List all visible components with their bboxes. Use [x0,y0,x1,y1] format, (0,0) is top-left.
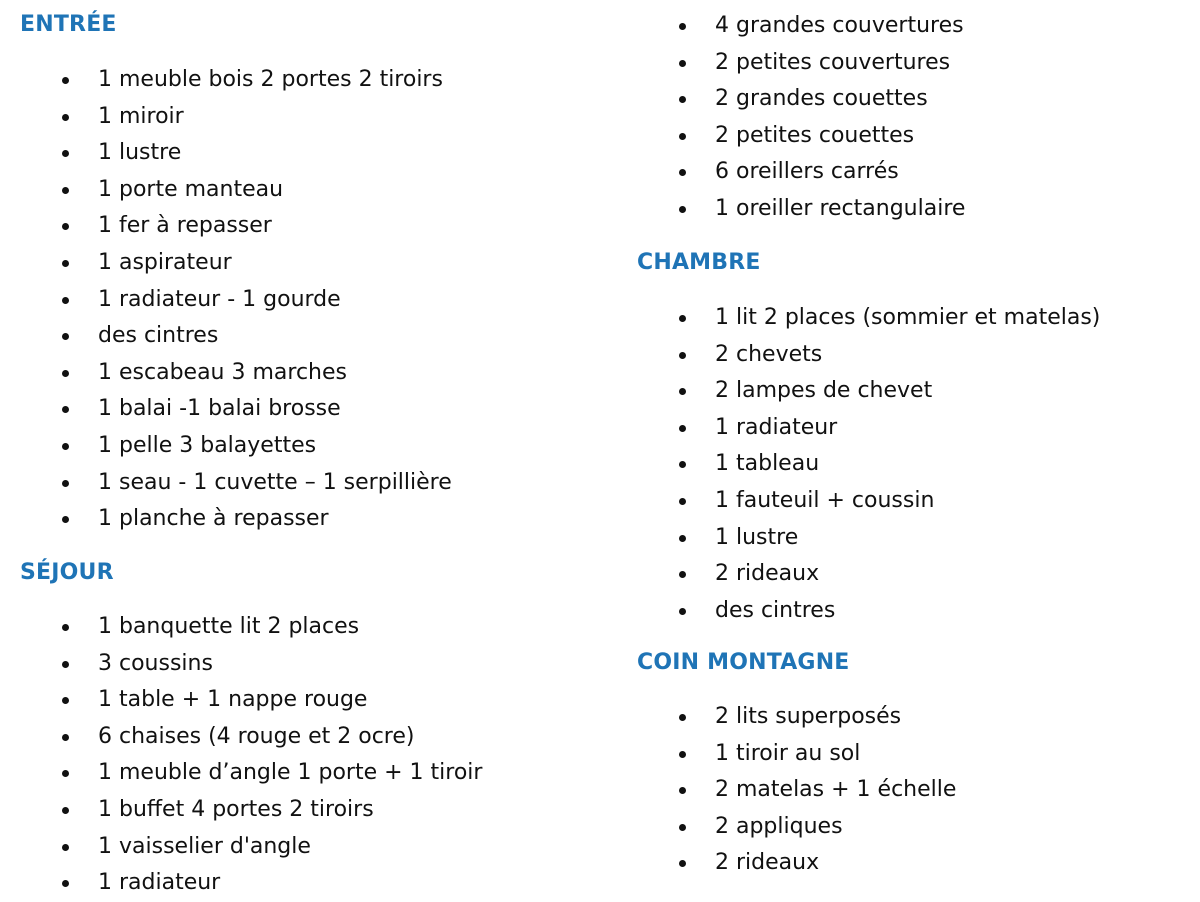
bullet-icon [679,824,686,831]
list-item-label: 1 vaisselier d'angle [98,833,311,859]
bullet-icon [62,150,69,157]
list-item-label: 1 seau - 1 cuvette – 1 serpillière [98,469,452,495]
list-item-label: 1 fer à repasser [98,213,272,239]
list-item-label: 1 banquette lit 2 places [98,614,360,639]
list-item-label: 2 matelas + 1 échelle [715,777,957,803]
list-item-label: 2 rideaux [715,850,820,876]
bullet-icon [679,571,686,578]
bullet-icon [62,624,69,631]
list-item-label: 2 appliques [715,813,843,839]
bullet-icon [62,516,69,523]
bullet-icon [62,370,69,377]
list-item-label: 6 oreillers carrés [715,159,899,185]
bullet-icon [679,60,686,67]
section-title-coin-montagne: COIN MONTAGNE [637,650,850,675]
list-item-label: 2 lits superposés [715,704,902,729]
bullet-icon [62,770,69,777]
list-item-label: 1 radiateur [98,870,221,896]
list-item-label: 1 table + 1 nappe rouge [98,687,368,713]
list-item-label: 4 grandes couvertures [715,13,964,38]
bullet-icon [679,787,686,794]
bullet-icon [62,880,69,887]
list-item-label: 1 planche à repasser [98,506,329,532]
list-item-label: 1 lustre [98,140,182,166]
list-item-label: 2 lampes de chevet [715,378,933,404]
list-item-label: 1 escabeau 3 marches [98,359,347,385]
bullet-icon [679,23,686,30]
bullet-icon [679,388,686,395]
list-item-label: 3 coussins [98,650,213,676]
bullet-icon [62,333,69,340]
list-item-label: 1 miroir [98,103,184,129]
bullet-icon [679,352,686,359]
bullet-icon [679,751,686,758]
bullet-icon [679,498,686,505]
bullet-icon [679,860,686,867]
list-item-label: 2 rideaux [715,561,820,587]
bullet-icon [679,535,686,542]
list-item-label: 1 radiateur [715,414,838,440]
list-item-label: 2 grandes couettes [715,86,928,112]
list-item-label: 1 aspirateur [98,249,232,275]
list-item-label: 1 porte manteau [98,176,284,202]
list-item-label: 1 meuble bois 2 portes 2 tiroirs [98,67,443,92]
list-item-label: 6 chaises (4 rouge et 2 ocre) [98,723,415,749]
section-title-entree: ENTRÉE [20,12,117,37]
list-item-label: des cintres [715,597,836,623]
list-item-label: 1 tableau [715,451,820,477]
bullet-icon [62,480,69,487]
list-item-label: 1 meuble d’angle 1 porte + 1 tiroir [98,760,483,786]
bullet-icon [62,260,69,267]
bullet-icon [62,297,69,304]
section-title-sejour: SÉJOUR [20,560,114,585]
bullet-icon [62,223,69,230]
bullet-icon [679,133,686,140]
bullet-icon [679,206,686,213]
bullet-icon [62,697,69,704]
list-item-label: 2 petites couettes [715,122,915,148]
bullet-icon [679,608,686,615]
list-item-label: 1 fauteuil + coussin [715,487,935,513]
bullet-icon [62,734,69,741]
list-item-label: 1 tiroir au sol [715,740,861,766]
bullet-icon [62,406,69,413]
bullet-icon [679,96,686,103]
bullet-icon [679,169,686,176]
list-item-label: 1 lit 2 places (sommier et matelas) [715,305,1101,330]
bullet-icon [679,714,686,721]
list-item-label: 1 buffet 4 portes 2 tiroirs [98,796,374,822]
list-item-label: 2 petites couvertures [715,49,951,75]
list-item-label: 1 balai -1 balai brosse [98,396,341,422]
list-item-label: des cintres [98,323,219,349]
bullet-icon [679,315,686,322]
bullet-icon [62,844,69,851]
section-title-chambre: CHAMBRE [637,250,761,275]
bullet-icon [62,114,69,121]
bullet-icon [679,425,686,432]
bullet-icon [679,461,686,468]
bullet-icon [62,77,69,84]
list-item-label: 1 pelle 3 balayettes [98,432,317,458]
bullet-icon [62,661,69,668]
list-item-label: 1 lustre [715,524,799,550]
bullet-icon [62,187,69,194]
bullet-icon [62,807,69,814]
list-item-label: 1 radiateur - 1 gourde [98,286,341,312]
list-item-label: 1 oreiller rectangulaire [715,195,966,221]
bullet-icon [62,443,69,450]
list-item-label: 2 chevets [715,341,823,367]
